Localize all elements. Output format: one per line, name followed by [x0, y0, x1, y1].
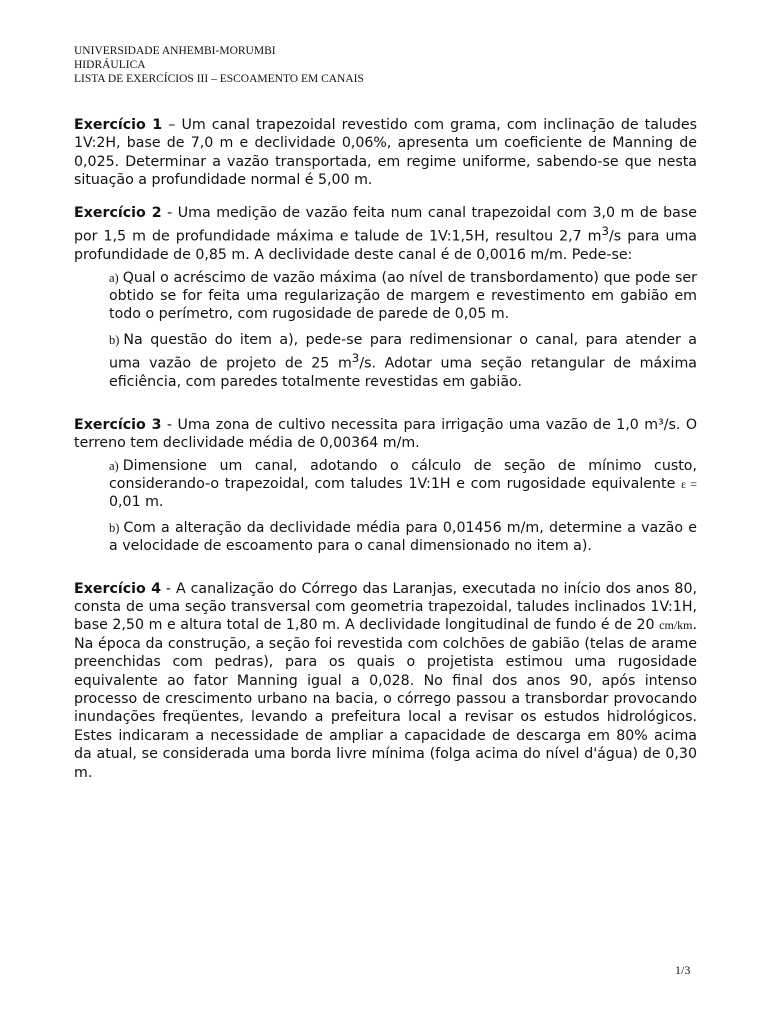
unit-cm-km: cm/km [659, 618, 693, 633]
exercise-4-text-b: . Na época da construção, a seção foi revestida com colchões de gabião (telas de arame preenchidas com pedras), para os quais o projetista estimou uma rugosidade equivalente ao fator Manning igual a 0,028. No final dos anos 90, após intenso processo de crescimento urbano na bacia, o córrego passou a transbordar provocando inundações freqüentes, levando a prefeitura local a revisar os estudos hidrológicos. Estes indicaram a necessidade de ampliar a capacidade de descarga em 80% acima da atual, se considerada uma borda livre mínima (folga acima do nível d'água) de 0,30 m. [74, 617, 697, 781]
exercise-3 [74, 416, 697, 453]
exercise-2-text-b: /s para uma profundidade de 0,85 m. A declividade deste canal é de 0,0016 m/m. Pede-se: [74, 228, 697, 264]
item-label: a) [109, 458, 119, 473]
exercise-3-item-a [109, 457, 697, 512]
exercise-list [74, 116, 697, 800]
exercise-2-title: Exercício 2 [74, 204, 162, 221]
item-text-b: 0,01 m. [109, 494, 164, 511]
item-text-a: Dimensione um canal, adotando o cálculo de seção de mínimo custo, considerando-o trapezoidal, com taludes 1V:1H e com rugosidade equivalente [109, 457, 697, 492]
exercise-3-text: - Uma zona de cultivo necessita para irrigação uma vazão de 1,0 m³/s. O terreno tem declividade média de 0,00364 m/m. [74, 416, 697, 452]
item-label: b) [109, 332, 120, 347]
exercise-4-text-a: - A canalização do Córrego das Laranjas, executada no início dos anos 80, consta de uma seção transversal com geometria trapezoidal, taludes inclinados 1V:1H, base 2,50 m e altura total de 1,80 m. A declividade longitudinal de fundo é de 20 [74, 580, 697, 634]
item-label: b) [109, 520, 120, 535]
epsilon-symbol: ε = [681, 476, 698, 491]
document-header [74, 44, 364, 86]
exercise-1-text: – Um canal trapezoidal revestido com grama, com inclinação de taludes 1V:2H, base de 7,0 m e declividade 0,06%, apresenta um coeficiente de Manning de 0,025. Determinar a vazão transportada, em regime uniforme, sabendo-se que nesta situação a profundidade normal é 5,00 m. [74, 117, 697, 189]
item-label: a) [109, 270, 119, 285]
page-number: 1/3 [675, 963, 691, 977]
course-name: HIDRÁULICA [74, 59, 146, 71]
exercise-2-item-b [109, 331, 697, 392]
exercise-4-title: Exercício 4 [74, 580, 161, 597]
exercise-2-superscript: 3 [601, 224, 610, 239]
exercise-1 [74, 116, 697, 190]
item-text: Qual o acréscimo de vazão máxima (ao nível de transbordamento) que pode ser obtido se for feita uma regularização de margem e revestimento em gabião em todo o perímetro, com rugosidade de parede de 0,05 m. [109, 269, 697, 323]
exercise-2 [74, 204, 697, 265]
exercise-2-text-a: - Uma medição de vazão feita num canal trapezoidal com 3,0 m de base por 1,5 m de profundidade máxima e talude de 1V:1,5H, resultou 2,7 m [74, 204, 697, 245]
item-text-a: Na questão do item a), pede-se para redimensionar o canal, para atender a uma vazão de projeto de 25 m [109, 331, 697, 372]
exercise-3-title: Exercício 3 [74, 416, 162, 433]
exercise-1-title: Exercício 1 [74, 117, 163, 133]
exercise-3-item-b [109, 519, 697, 556]
university-name: UNIVERSIDADE ANHEMBI-MORUMBI [74, 45, 276, 57]
item-superscript: 3 [351, 351, 360, 366]
exercise-2-item-a [109, 269, 697, 324]
list-title: LISTA DE EXERCÍCIOS III – ESCOAMENTO EM CANAIS [74, 73, 364, 85]
item-text: Com a alteração da declividade média para 0,01456 m/m, determine a vazão e a velocidade de escoamento para o canal dimensionado no item a). [109, 519, 697, 555]
exercise-4 [74, 580, 697, 782]
item-text-b: /s. Adotar uma seção retangular de máxima eficiência, com paredes totalmente revestidas em gabião. [109, 355, 697, 391]
